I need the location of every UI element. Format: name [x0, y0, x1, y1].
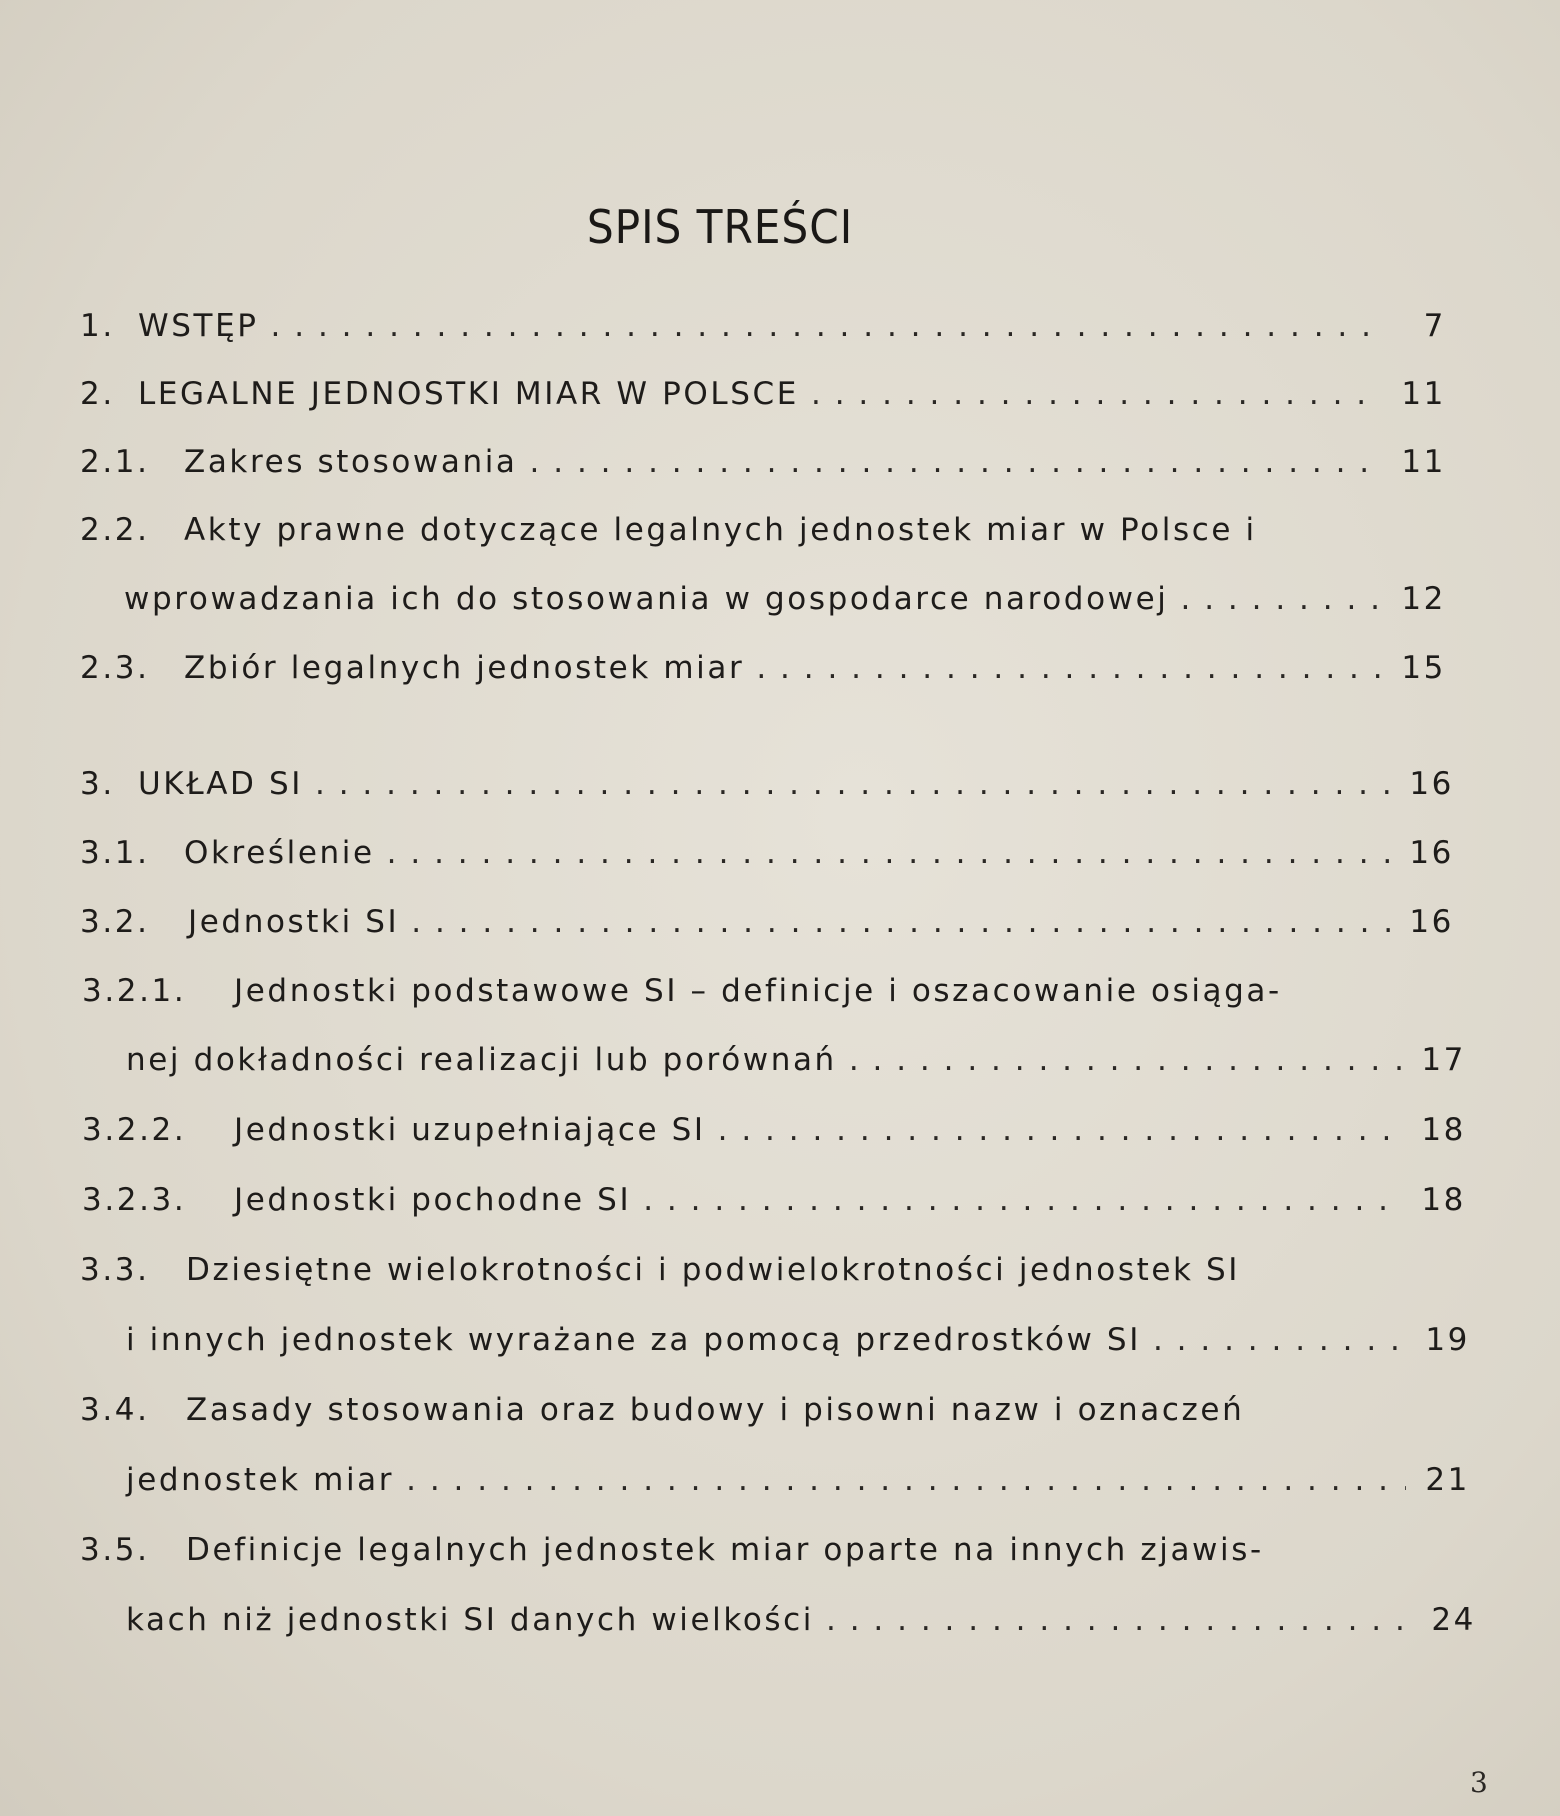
toc-entry-3 — [80, 766, 1454, 810]
toc-page-number: 18 — [1421, 1182, 1466, 1218]
toc-title: WSTĘP — [138, 308, 259, 344]
toc-page-number: 11 — [1401, 444, 1446, 480]
toc-entry-3-3 — [80, 1252, 1470, 1296]
toc-number: 3.2. — [80, 904, 150, 940]
toc-title: Zbiór legalnych jednostek miar — [184, 650, 745, 686]
toc-page-number: 7 — [1423, 308, 1446, 344]
toc-entry-3-1 — [80, 835, 1454, 879]
toc-page-number: 19 — [1425, 1322, 1470, 1358]
toc-title: Definicje legalnych jednostek miar oparte na innych zjawis- — [186, 1532, 1264, 1568]
toc-page-number: 16 — [1409, 835, 1454, 871]
toc-number: 3.2.1. — [82, 973, 187, 1009]
page-title: SPIS TREŚCI — [586, 200, 854, 254]
toc-page-number: 24 — [1431, 1602, 1476, 1638]
toc-leader — [387, 835, 1390, 871]
toc-title: Określenie — [184, 835, 375, 871]
toc-number: 2.2. — [80, 512, 150, 548]
toc-title: Jednostki pochodne SI — [234, 1182, 632, 1218]
toc-leader — [530, 444, 1382, 480]
toc-number: 3.2.3. — [82, 1182, 187, 1218]
toc-title: UKŁAD SI — [138, 766, 303, 802]
toc-number: 2. — [80, 376, 115, 412]
toc-entry-3-2-3 — [82, 1182, 1466, 1226]
toc-entry-3-3-continuation — [126, 1322, 1470, 1366]
toc-number: 3. — [80, 766, 115, 802]
toc-leader — [849, 1042, 1402, 1078]
toc-entry-3-2-1-continuation — [126, 1042, 1466, 1086]
toc-page-number: 16 — [1409, 904, 1454, 940]
toc-leader — [811, 376, 1382, 412]
toc-leader — [1153, 1322, 1406, 1358]
toc-entry-2 — [80, 376, 1446, 420]
toc-title-continuation: wprowadzania ich do stosowania w gospodarce narodowej — [124, 581, 1169, 617]
toc-number: 2.1. — [80, 444, 150, 480]
toc-title: Jednostki uzupełniające SI — [234, 1112, 706, 1148]
toc-entry-1 — [80, 308, 1446, 352]
toc-page-number: 16 — [1409, 766, 1454, 802]
toc-entry-3-4-continuation — [126, 1462, 1470, 1506]
toc-title-continuation: jednostek miar — [126, 1462, 395, 1498]
toc-title: Zakres stosowania — [184, 444, 518, 480]
toc-page-number: 12 — [1401, 581, 1446, 617]
toc-entry-2-1 — [80, 444, 1446, 488]
toc-page-number: 21 — [1425, 1462, 1470, 1498]
toc-number: 3.3. — [80, 1252, 150, 1288]
toc-entry-3-2 — [80, 904, 1454, 948]
toc-number: 3.1. — [80, 835, 150, 871]
toc-number: 1. — [80, 308, 115, 344]
toc-leader — [643, 1182, 1402, 1218]
toc-title: LEGALNE JEDNOSTKI MIAR W POLSCE — [138, 376, 799, 412]
toc-entry-3-2-1 — [82, 973, 1462, 1017]
toc-entry-3-4 — [80, 1392, 1470, 1436]
toc-leader — [406, 1462, 1406, 1498]
toc-page-number: 17 — [1421, 1042, 1466, 1078]
toc-leader — [718, 1112, 1402, 1148]
toc-entry-3-5-continuation — [126, 1602, 1476, 1646]
toc-title: Dziesiętne wielokrotności i podwielokrotności jednostek SI — [186, 1252, 1241, 1288]
toc-leader — [826, 1602, 1412, 1638]
toc-title: Jednostki SI — [188, 904, 400, 940]
toc-title-continuation: i innych jednostek wyrażane za pomocą przedrostków SI — [126, 1322, 1141, 1358]
toc-leader — [315, 766, 1390, 802]
toc-number: 3.5. — [80, 1532, 150, 1568]
toc-leader — [411, 904, 1390, 940]
toc-leader — [1181, 581, 1383, 617]
toc-page-number: 11 — [1401, 376, 1446, 412]
toc-leader — [271, 308, 1382, 344]
toc-number: 3.2.2. — [82, 1112, 187, 1148]
toc-page-number: 15 — [1401, 650, 1446, 686]
toc-title: Zasady stosowania oraz budowy i pisowni nazw i oznaczeń — [186, 1392, 1245, 1428]
toc-entry-2-2-continuation — [124, 581, 1446, 625]
folio-page-number: 3 — [1470, 1766, 1488, 1799]
toc-entry-2-2 — [80, 512, 1446, 556]
toc-page-number: 18 — [1421, 1112, 1466, 1148]
toc-number: 3.4. — [80, 1392, 150, 1428]
toc-title: Jednostki podstawowe SI – definicje i oszacowanie osiąga- — [234, 973, 1282, 1009]
toc-leader — [756, 650, 1382, 686]
toc-title-continuation: nej dokładności realizacji lub porównań — [126, 1042, 837, 1078]
toc-entry-3-2-2 — [82, 1112, 1466, 1156]
toc-number: 2.3. — [80, 650, 150, 686]
toc-entry-2-3 — [80, 650, 1446, 694]
toc-title: Akty prawne dotyczące legalnych jednostek miar w Polsce i — [184, 512, 1257, 548]
toc-entry-3-5 — [80, 1532, 1474, 1576]
toc-title-continuation: kach niż jednostki SI danych wielkości — [126, 1602, 814, 1638]
